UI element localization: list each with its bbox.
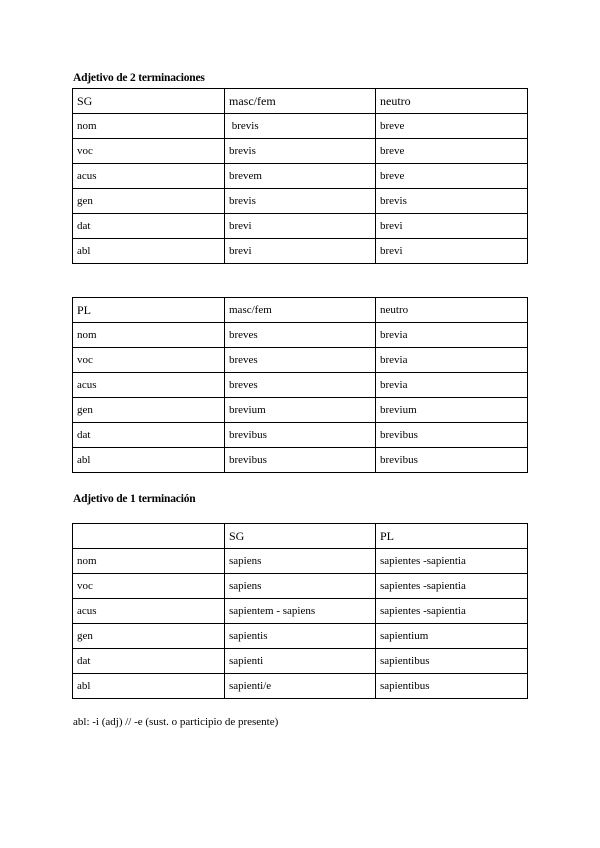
case-cell: acus bbox=[73, 373, 225, 398]
section-heading-1-terminacion: Adjetivo de 1 terminación bbox=[73, 493, 196, 505]
case-cell: acus bbox=[73, 599, 225, 624]
table-header-row bbox=[73, 89, 528, 114]
form-cell: sapientium bbox=[376, 624, 528, 649]
declension-table-plural bbox=[72, 297, 528, 473]
case-cell: nom bbox=[73, 323, 225, 348]
case-cell: gen bbox=[73, 398, 225, 423]
table-row bbox=[73, 239, 528, 264]
case-cell: nom bbox=[73, 549, 225, 574]
header-cell bbox=[73, 524, 225, 549]
header-cell: PL bbox=[73, 298, 225, 323]
form-cell: brevis bbox=[225, 139, 376, 164]
ablative-note: abl: -i (adj) // -e (sust. o participio de presente) bbox=[73, 716, 279, 728]
form-cell: brevibus bbox=[376, 448, 528, 473]
case-cell: dat bbox=[73, 649, 225, 674]
table-header-row bbox=[73, 298, 528, 323]
form-cell: sapienti/e bbox=[225, 674, 376, 699]
form-cell: brevi bbox=[376, 239, 528, 264]
form-cell: sapientem - sapiens bbox=[225, 599, 376, 624]
table-row bbox=[73, 348, 528, 373]
form-cell: breve bbox=[376, 114, 528, 139]
form-cell: brevia bbox=[376, 348, 528, 373]
form-cell: brevia bbox=[376, 373, 528, 398]
case-cell: dat bbox=[73, 214, 225, 239]
case-cell: dat bbox=[73, 423, 225, 448]
table-row bbox=[73, 323, 528, 348]
form-cell: sapientibus bbox=[376, 649, 528, 674]
form-cell: brevium bbox=[225, 398, 376, 423]
header-cell: SG bbox=[73, 89, 225, 114]
form-cell: sapienti bbox=[225, 649, 376, 674]
form-cell: sapientes -sapientia bbox=[376, 574, 528, 599]
form-cell: brevem bbox=[225, 164, 376, 189]
form-cell: sapientes -sapientia bbox=[376, 599, 528, 624]
case-cell: voc bbox=[73, 574, 225, 599]
table-row bbox=[73, 574, 528, 599]
table-row bbox=[73, 189, 528, 214]
form-cell: brevis bbox=[376, 189, 528, 214]
form-cell: breves bbox=[225, 373, 376, 398]
form-cell: brevibus bbox=[225, 423, 376, 448]
header-cell: neutro bbox=[376, 298, 528, 323]
table-row bbox=[73, 214, 528, 239]
form-cell: brevis bbox=[225, 189, 376, 214]
header-cell: masc/fem bbox=[225, 298, 376, 323]
table-row bbox=[73, 164, 528, 189]
table-row bbox=[73, 674, 528, 699]
case-cell: gen bbox=[73, 624, 225, 649]
form-cell: sapientes -sapientia bbox=[376, 549, 528, 574]
form-cell: brevis bbox=[225, 114, 376, 139]
form-cell: brevi bbox=[225, 239, 376, 264]
case-cell: voc bbox=[73, 139, 225, 164]
case-cell: gen bbox=[73, 189, 225, 214]
form-cell: sapientis bbox=[225, 624, 376, 649]
form-cell: brevi bbox=[225, 214, 376, 239]
form-cell: breves bbox=[225, 323, 376, 348]
form-cell: breve bbox=[376, 139, 528, 164]
form-cell: brevibus bbox=[225, 448, 376, 473]
header-cell: masc/fem bbox=[225, 89, 376, 114]
table-row bbox=[73, 398, 528, 423]
table-row bbox=[73, 599, 528, 624]
case-cell: acus bbox=[73, 164, 225, 189]
form-cell: breves bbox=[225, 348, 376, 373]
case-cell: nom bbox=[73, 114, 225, 139]
form-cell: sapiens bbox=[225, 574, 376, 599]
case-cell: abl bbox=[73, 448, 225, 473]
case-cell: voc bbox=[73, 348, 225, 373]
case-cell: abl bbox=[73, 674, 225, 699]
form-cell: brevi bbox=[376, 214, 528, 239]
table-row bbox=[73, 139, 528, 164]
header-cell: neutro bbox=[376, 89, 528, 114]
declension-table-sapiens bbox=[72, 523, 528, 699]
table-row bbox=[73, 624, 528, 649]
form-cell: brevibus bbox=[376, 423, 528, 448]
table-row bbox=[73, 114, 528, 139]
case-cell: abl bbox=[73, 239, 225, 264]
table-row bbox=[73, 549, 528, 574]
form-cell: breve bbox=[376, 164, 528, 189]
form-cell: brevium bbox=[376, 398, 528, 423]
form-cell: sapientibus bbox=[376, 674, 528, 699]
section-heading-2-terminaciones: Adjetivo de 2 terminaciones bbox=[73, 72, 205, 84]
form-cell: brevia bbox=[376, 323, 528, 348]
table-row bbox=[73, 423, 528, 448]
table-row bbox=[73, 373, 528, 398]
table-row bbox=[73, 649, 528, 674]
header-cell: PL bbox=[376, 524, 528, 549]
table-header-row bbox=[73, 524, 528, 549]
form-cell: sapiens bbox=[225, 549, 376, 574]
table-row bbox=[73, 448, 528, 473]
header-cell: SG bbox=[225, 524, 376, 549]
declension-table-singular bbox=[72, 88, 528, 264]
